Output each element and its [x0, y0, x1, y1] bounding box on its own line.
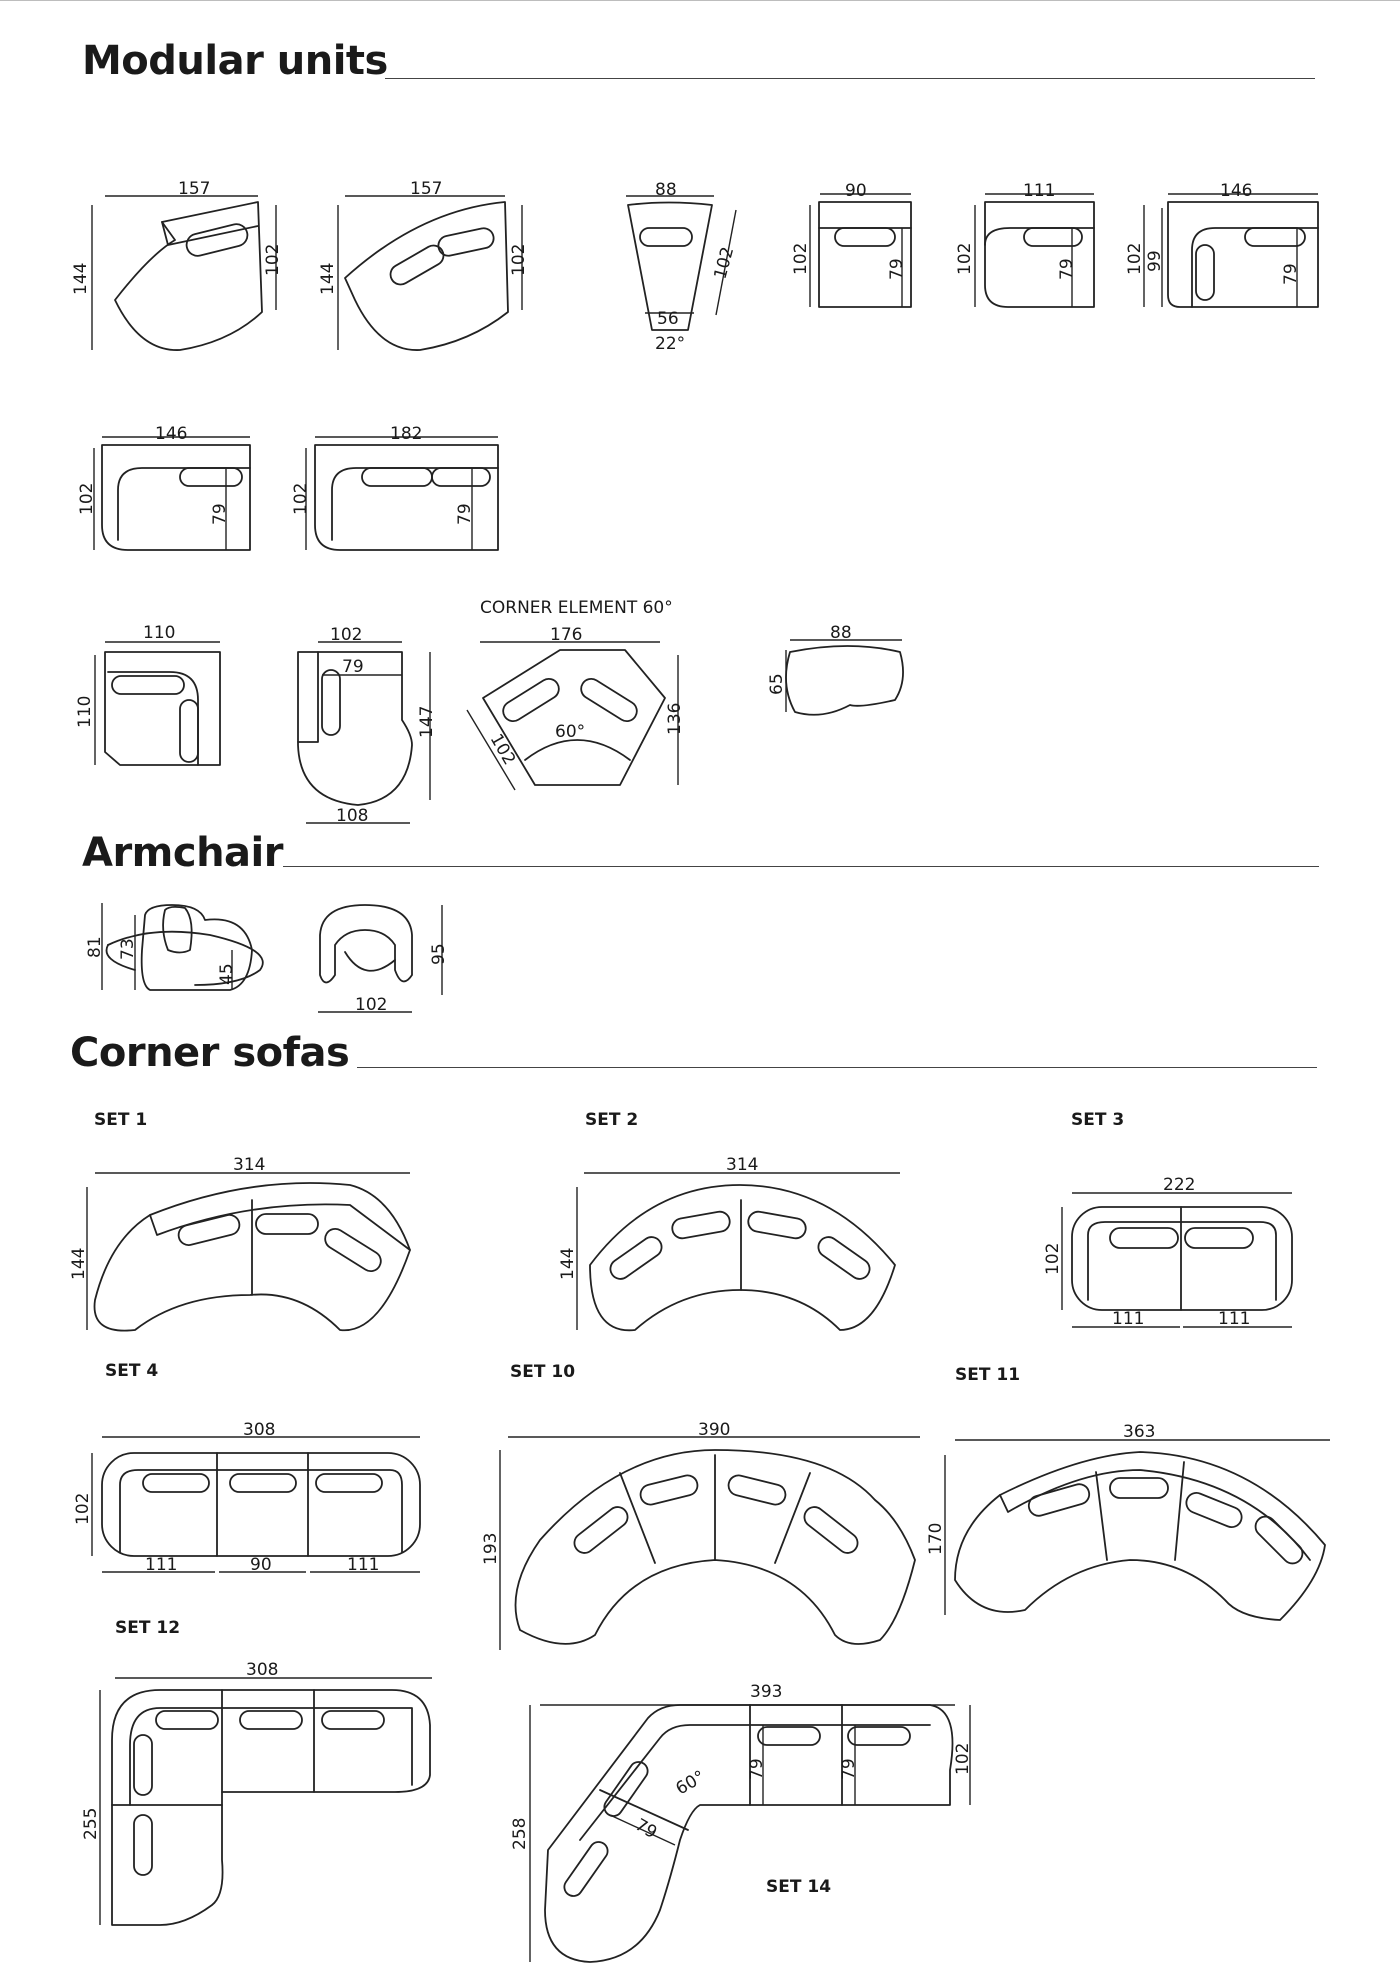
set-4-label: SET 4	[105, 1361, 159, 1381]
dim-text: 144	[558, 1247, 578, 1280]
dim-text: 102	[73, 1492, 93, 1525]
dim-text: 102	[291, 482, 311, 515]
set-14-drawing	[510, 1682, 973, 1962]
dim-text: 102	[355, 995, 388, 1015]
dim-text: 182	[390, 424, 423, 444]
set-12-drawing	[81, 1660, 432, 1925]
dim-text: 90	[250, 1555, 272, 1575]
dim-text: 60°	[672, 1766, 709, 1800]
dim-text: 111	[1218, 1309, 1251, 1329]
dim-text: 258	[510, 1817, 530, 1850]
dim-text: 102	[1125, 242, 1145, 275]
set-3-label: SET 3	[1071, 1110, 1125, 1130]
dim-text: 144	[71, 262, 91, 295]
set-1-label: SET 1	[94, 1110, 148, 1130]
unit-chaise-round	[298, 625, 437, 826]
dim-text: 79	[1057, 258, 1077, 280]
dim-text: 308	[246, 1660, 279, 1680]
dim-text: 88	[830, 623, 852, 643]
dim-text: 314	[726, 1155, 759, 1175]
dim-text: 110	[75, 695, 95, 728]
heading-corner-sofas: Corner sofas	[70, 1030, 350, 1076]
set-14-label: SET 14	[766, 1877, 832, 1897]
dim-text: 393	[750, 1682, 783, 1702]
dim-text: 144	[69, 1247, 89, 1280]
set-4-drawing	[73, 1420, 420, 1575]
dim-text: 102	[263, 243, 283, 276]
dim-text: 147	[417, 705, 437, 738]
dim-text: 222	[1163, 1175, 1196, 1195]
dim-text: 79	[839, 1758, 859, 1780]
armchair-top-view	[318, 905, 449, 1015]
heading-armchair: Armchair	[82, 830, 283, 876]
corner-element-60	[467, 625, 685, 790]
dim-text: 79	[1281, 263, 1301, 285]
dim-text: 157	[178, 179, 211, 199]
set-11-label: SET 11	[955, 1365, 1021, 1385]
unit-arm-chaise-146	[77, 424, 250, 550]
dim-text: 170	[926, 1522, 946, 1555]
dim-text: 390	[698, 1420, 731, 1440]
dim-text: 102	[953, 1742, 973, 1775]
dim-text: 102	[955, 242, 975, 275]
set-3-drawing	[1043, 1175, 1292, 1329]
dim-text: 102	[77, 482, 97, 515]
dim-text: 79	[210, 503, 230, 525]
dim-text: 136	[665, 702, 685, 735]
dim-text: 73	[118, 938, 138, 960]
dim-text: 102	[1043, 1242, 1063, 1275]
dim-text: 79	[887, 258, 907, 280]
corner-element-label: CORNER ELEMENT 60°	[480, 598, 673, 618]
set-10-label: SET 10	[510, 1362, 576, 1382]
unit-arm-111	[955, 181, 1094, 307]
unit-straight-90	[791, 181, 911, 307]
dim-text: 176	[550, 625, 583, 645]
dim-text: 110	[143, 623, 176, 643]
dim-text: 79	[342, 657, 364, 677]
dim-text: 111	[145, 1555, 178, 1575]
dim-text: 308	[243, 1420, 276, 1440]
dim-text: 314	[233, 1155, 266, 1175]
set-11-drawing	[926, 1422, 1330, 1620]
dim-text: 90	[845, 181, 867, 201]
dim-text: 88	[655, 180, 677, 200]
set-1-drawing	[69, 1155, 410, 1331]
dim-text: 45	[217, 963, 237, 985]
dim-text: 157	[410, 179, 443, 199]
dim-text: 99	[1145, 250, 1165, 272]
dim-text: 146	[155, 424, 188, 444]
set-2-drawing	[558, 1155, 900, 1330]
heading-modular-units: Modular units	[82, 38, 388, 84]
dim-text: 144	[318, 262, 338, 295]
unit-curved-two-seat	[318, 179, 529, 350]
dim-text: 111	[1112, 1309, 1145, 1329]
dim-text: 79	[455, 503, 475, 525]
armchair-side-view	[85, 903, 263, 990]
dim-text: 56	[657, 309, 679, 329]
dim-text: 255	[81, 1807, 101, 1840]
dim-text: 108	[336, 806, 369, 826]
dim-text: 65	[767, 673, 787, 695]
dim-text: 95	[429, 943, 449, 965]
dim-text: 81	[85, 936, 105, 958]
dim-text: 111	[347, 1555, 380, 1575]
dim-text: 102	[710, 244, 739, 282]
dim-text: 79	[747, 1758, 767, 1780]
unit-arm-two-seat-182	[291, 424, 498, 550]
unit-ottoman	[767, 623, 903, 715]
dim-text: 102	[791, 242, 811, 275]
dim-text: 193	[481, 1532, 501, 1565]
set-12-label: SET 12	[115, 1618, 181, 1638]
dim-text: 22°	[655, 334, 686, 354]
set-2-label: SET 2	[585, 1110, 639, 1130]
set-10-drawing	[481, 1420, 920, 1650]
dim-text: 111	[1023, 181, 1056, 201]
dim-text: 102	[509, 243, 529, 276]
dim-text: 102	[330, 625, 363, 645]
dim-text: 79	[631, 1815, 661, 1844]
unit-arm-146	[1125, 181, 1318, 307]
unit-curved-end-left	[71, 179, 283, 350]
dim-text: 102	[485, 730, 520, 769]
dim-text: 60°	[555, 722, 586, 742]
unit-corner-110	[75, 623, 220, 765]
dim-text: 363	[1123, 1422, 1156, 1442]
unit-wedge	[626, 180, 738, 354]
dim-text: 146	[1220, 181, 1253, 201]
